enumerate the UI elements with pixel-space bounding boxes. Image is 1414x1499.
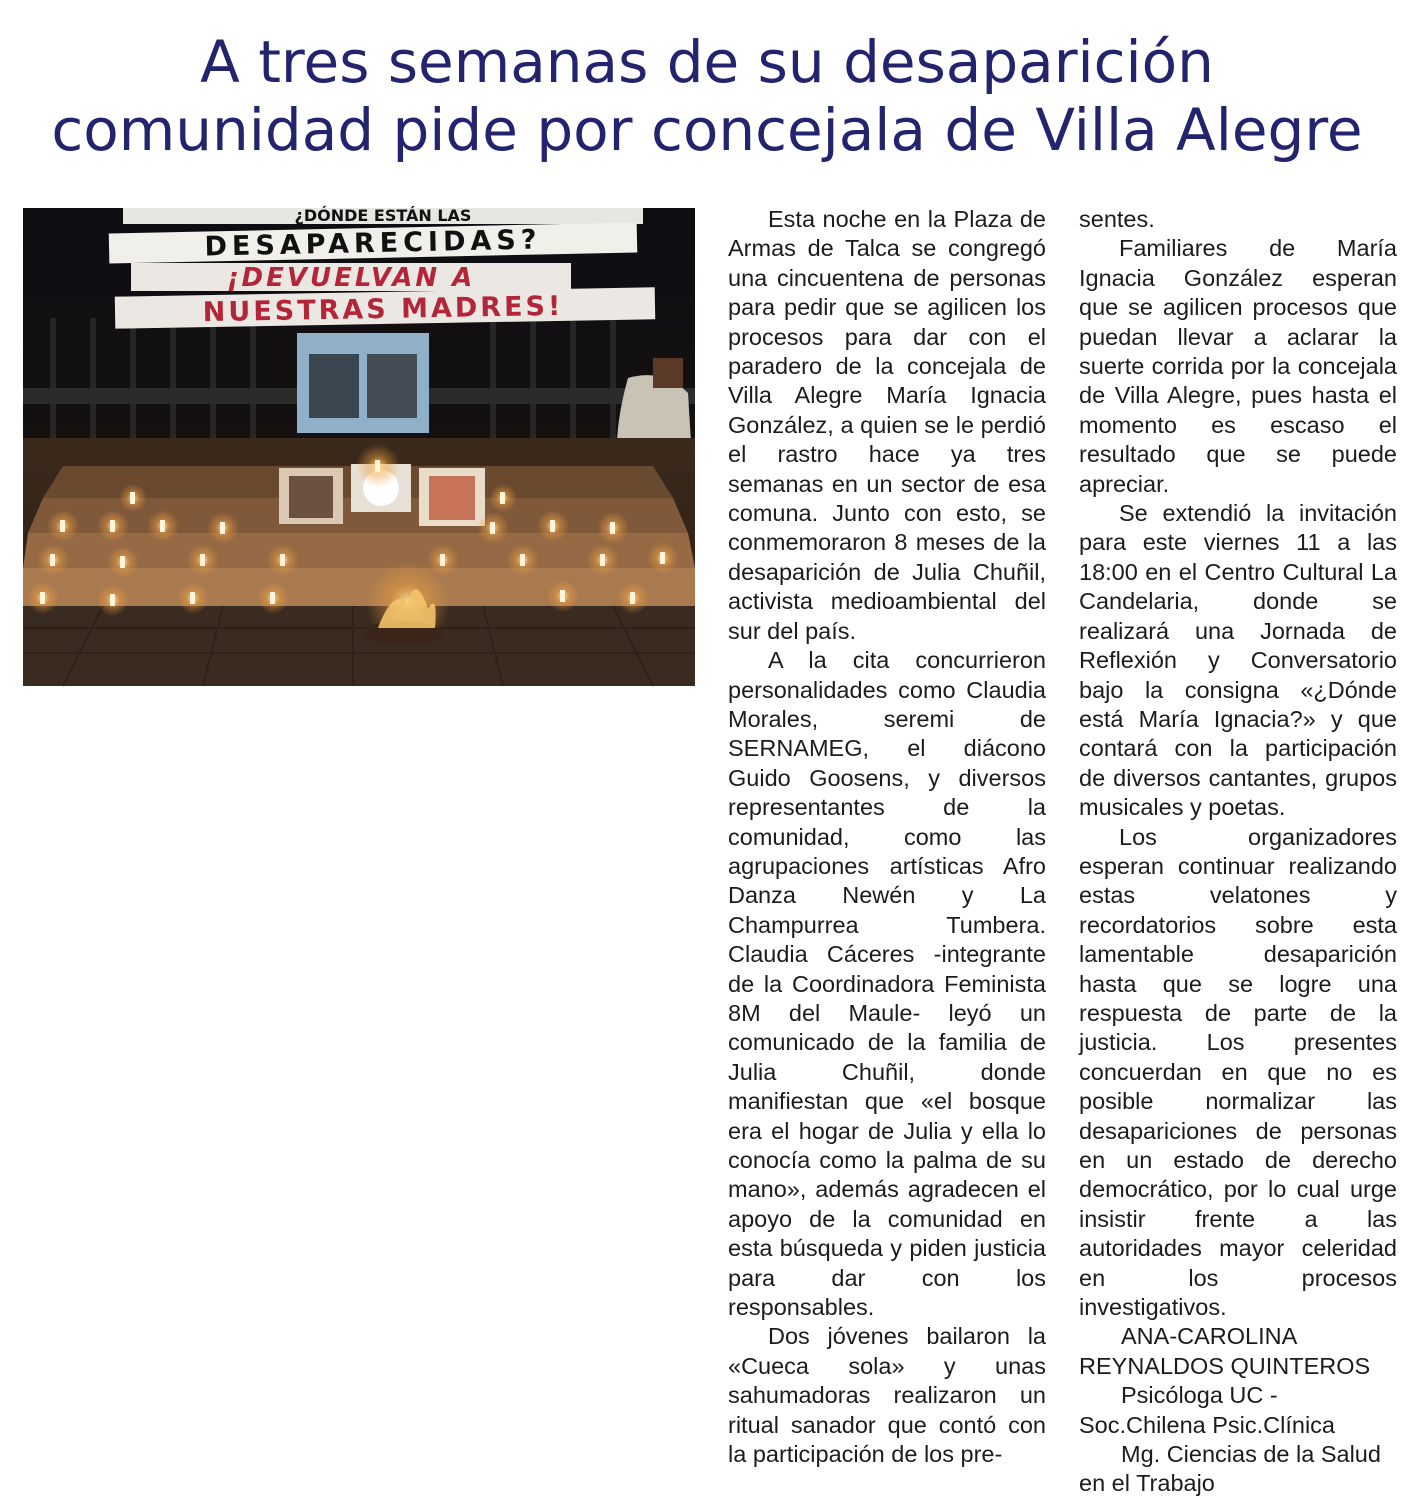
author-degree: Mg. Ciencias de la Salud en el Trabajo [1079,1441,1381,1497]
article-paragraph: A la cita concurrieron personalidades como Claudia Morales, seremi de SERNAMEG, el diácono Guido Goosens, y diversos representantes de la comunidad, como las agrupaciones artísticas Afro Danza Newén y La Champurrea Tumbera. Claudia Cáceres -integrante de la Coordinadora Feminista 8M del Maule- leyó un comunicado de la familia de Julia Chuñil, donde manifiestan que «el bosque era el hogar de Julia y ella lo conocía como la palma de su mano», además agradecen el apoyo de la comunidad en esta búsqueda y piden justicia para dar con los responsables. [728,647,1046,1321]
banner-text-4: NUESTRAS MADRES! [202,290,564,329]
banner-text-1: ¿DÓNDE ESTÁN LAS [294,206,472,225]
headline-line-2: comunidad pide por concejala de Villa Alegre [51,96,1363,164]
vigil-photo-illustration [23,208,695,686]
banner-text-3: ¡DEVUELVAN A [226,263,476,293]
author-name: ANA-CAROLINA REYNALDOS QUINTEROS [1079,1323,1371,1379]
article-paragraph: Se extendió la invitación para este viernes 11 a las 18:00 en el Centro Cultural La Candelaria, donde se realizará una Jornada de Reflexión y Conversatorio bajo la consigna «¿Dónde está María Ignacia?» y que contará con la participación de diversos cantantes, grupos musicales y poetas. [1079,500,1397,821]
article-paragraph: Esta noche en la Plaza de Armas de Talca se congregó una cincuentena de personas para pedir que se agilicen los procesos para dar con el paradero de la concejala de Villa Alegre María Ignacia González, a quien se le perdió el rastro hace ya tres semanas en un sector de esa comuna. Junto con esto, se conmemoraron 8 meses de la desaparición de Julia Chuñil, activista medioambiental del sur del país. [728,206,1046,644]
headline-line-1: A tres semanas de su desaparición [200,28,1214,96]
author-title: Psicóloga UC - Soc.Chilena Psic.Clínica [1079,1382,1335,1438]
vigil-photo [23,208,695,686]
article-column-1 [728,205,1046,1467]
article-continuation: sentes. [1079,206,1155,232]
article-column-2 [1079,205,1397,1497]
article-paragraph: Los organizadores esperan continuar realizando estas velatones y recordatorios sobre esta lamentable desaparición hasta que se logre una respuesta de parte de la justicia. Los presentes concuerdan en que no es posible normalizar las desapariciones de personas en un estado de derecho democrático, por lo cual urge insistir frente a las autoridades mayor celeridad en los procesos investigativos. [1079,823,1397,1321]
article-paragraph: Dos jóvenes bailaron la «Cueca sola» y unas sahumadoras realizaron un ritual sanador que contó con la participación de los pre- [728,1323,1046,1468]
article-paragraph: Familiares de María Ignacia González esperan que se agilicen procesos que puedan llevar a aclarar la suerte corrida por la concejala de Villa Alegre, pues hasta el momento es escaso el resultado que se puede apreciar. [1079,235,1397,497]
headline [0,28,1414,164]
banner-text-2: DESAPARECIDAS? [204,224,542,263]
